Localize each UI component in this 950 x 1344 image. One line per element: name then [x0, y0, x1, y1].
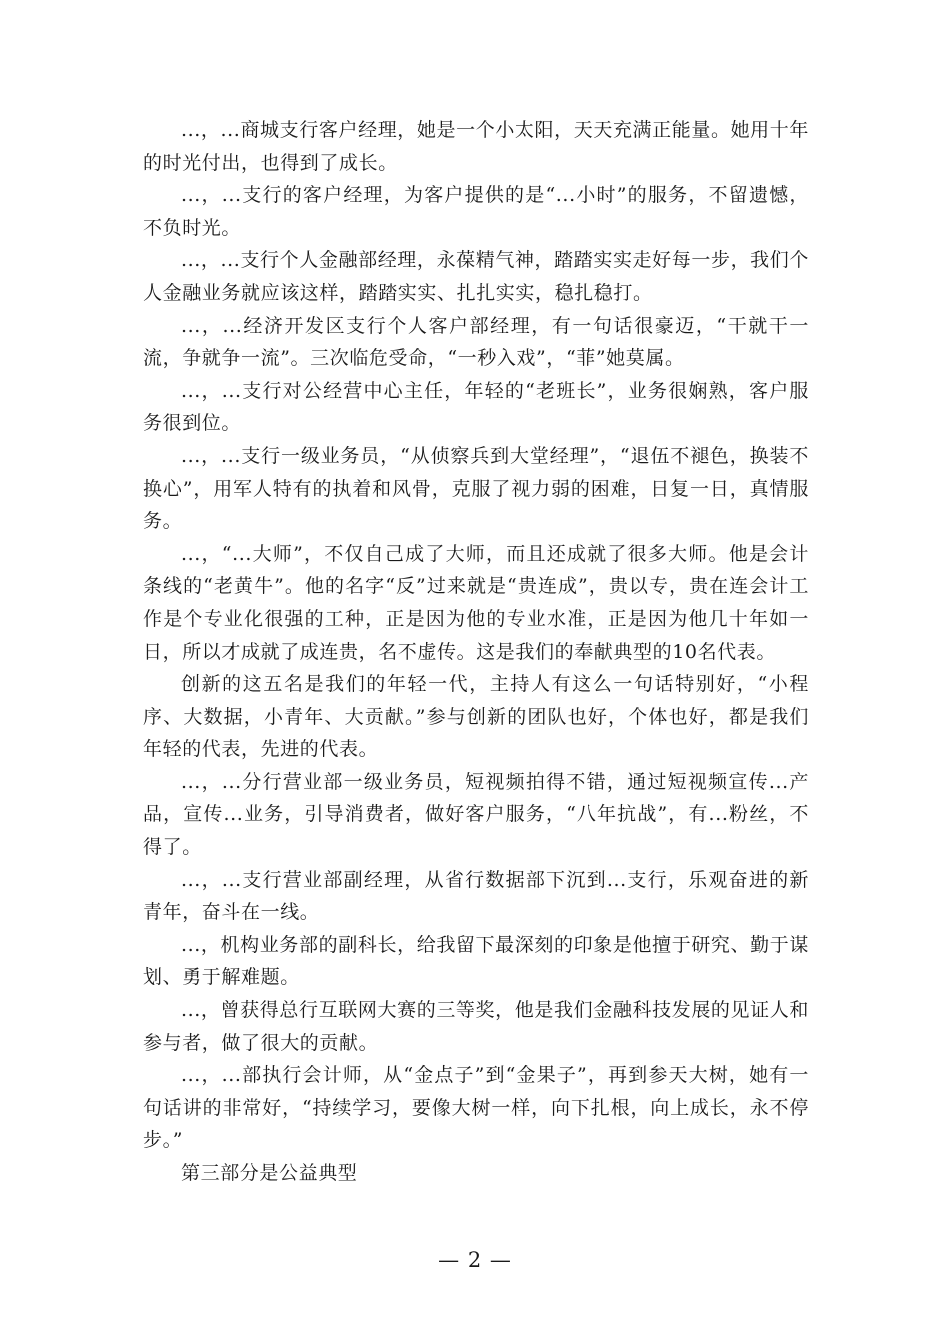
- paragraph: ...，曾获得总行互联网大赛的三等奖，他是我们金融科技发展的见证人和参与者，做了很大的贡献。: [143, 999, 809, 1054]
- paragraph: ...，...经济开发区支行个人客户部经理，有一句话很豪迈，“干就干一流，争就争一流”。三次临危受命，“一秒入戏”，“菲”她莫属。: [143, 314, 809, 370]
- paragraph: ...，...商城支行客户经理，她是一个小太阳，天天充满正能量。她用十年的时光付出，也得到了成长。: [143, 119, 809, 174]
- paragraph: ...，“...大师”，不仅自己成了大师，而且还成就了很多大师。他是会计条线的“老黄牛”。他的名字“反”过来就是“贵连成”，贵以专，贵在连会计工作是个专业化很强的工种，正是因为他的专业水准，正是因为他几十年如一日，所以才成就了成连贵，名不虚传。这是我们的奉献典型的10名代表。: [143, 542, 809, 663]
- section-heading-line: 第三部分是公益典型: [181, 1162, 358, 1184]
- paragraph: ...，...支行个人金融部经理，永葆精气神，踏踏实实走好每一步，我们个人金融业务就应该这样，踏踏实实、扎扎实实，稳扎稳打。: [143, 249, 809, 304]
- paragraph: ...，...支行营业部副经理，从省行数据部下沉到...支行，乐观奋进的新青年，奋斗在一线。: [143, 868, 809, 924]
- document-body: [143, 114, 809, 1190]
- paragraph: ...，...部执行会计师，从“金点子”到“金果子”，再到参天大树，她有一句话讲的非常好，“持续学习，要像大树一样，向下扎根，向上成长，永不停步。”: [143, 1064, 809, 1152]
- paragraph: ...，...支行的客户经理，为客户提供的是“...小时”的服务，不留遗憾，不负时光。: [143, 184, 809, 239]
- paragraph: ...，机构业务部的副科长，给我留下最深刻的印象是他擅于研究、勤于谋划、勇于解难题。: [143, 933, 809, 989]
- paragraph: 创新的这五名是我们的年轻一代，主持人有这么一句话特别好，“小程序、大数据，小青年、大贡献。”参与创新的团队也好，个体也好，都是我们年轻的代表，先进的代表。: [143, 673, 809, 761]
- paragraph: ...，...支行一级业务员，“从侦察兵到大堂经理”，“退伍不褪色，换装不换心”，用军人特有的执着和风骨，克服了视力弱的困难，日复一日，真情服务。: [143, 444, 809, 533]
- paragraph: ...，...分行营业部一级业务员，短视频拍得不错，通过短视频宣传...产品，宣传...业务，引导消费者，做好客户服务，“八年抗战”，有...粉丝，不得了。: [143, 770, 809, 859]
- page-number: — 2 —: [438, 1248, 512, 1272]
- paragraph: ...，...支行对公经营中心主任，年轻的“老班长”，业务很娴熟，客户服务很到位。: [143, 379, 809, 435]
